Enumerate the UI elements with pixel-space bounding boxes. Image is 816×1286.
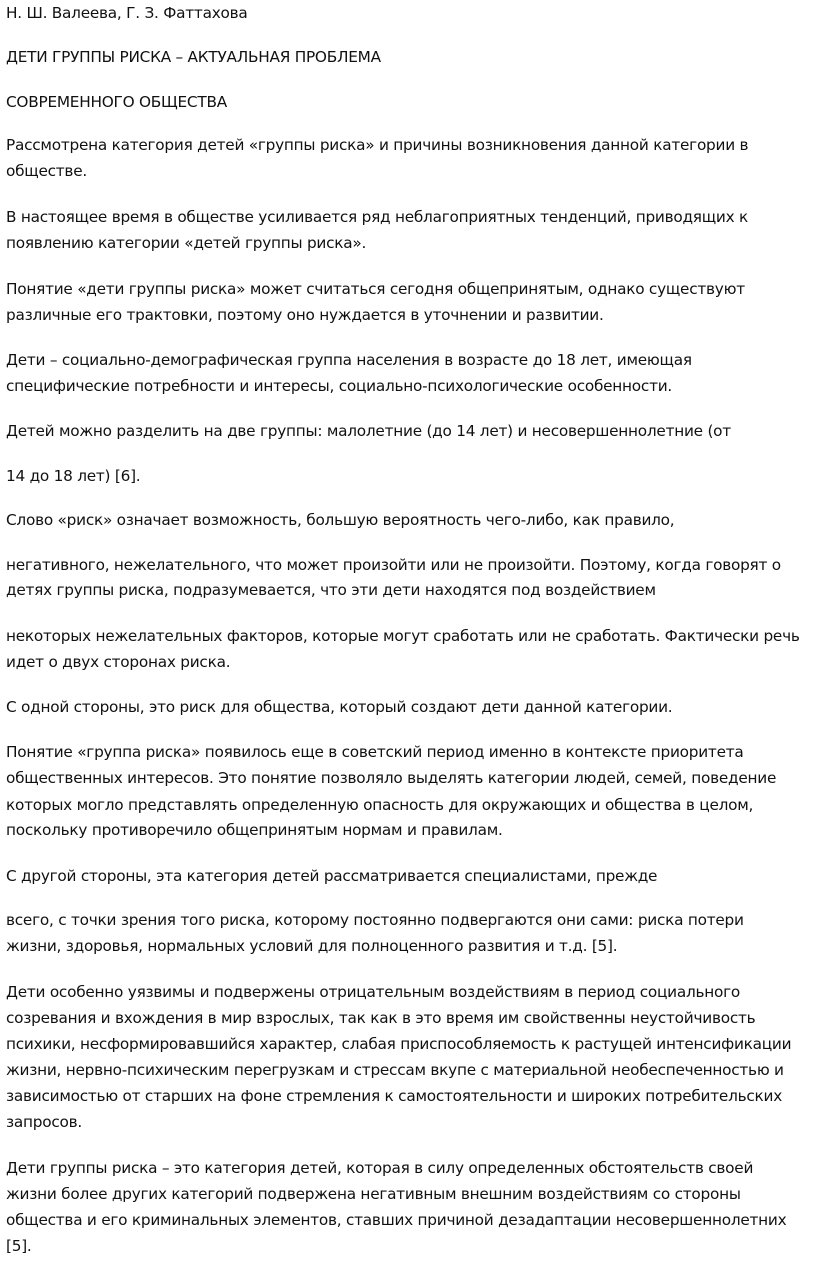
text-line: общества и его криминальных элементов, ставших причиной дезадаптации несовершеннолетних: [6, 1211, 787, 1229]
text-line: 14 до 18 лет) [6].: [6, 467, 141, 485]
text-line: Рассмотрена категория детей «группы риска» и причины возникновения данной категории в: [6, 136, 749, 154]
text-line: обществе.: [6, 162, 87, 180]
text-line: [5].: [6, 1237, 32, 1255]
text-line: С другой стороны, эта категория детей рассматривается специалистами, прежде: [6, 867, 658, 885]
text-line: С одной стороны, это риск для общества, который создают дети данной категории.: [6, 698, 673, 716]
text-line: психики, несформировавшийся характер, слабая приспособляемость к растущей интенсификации: [6, 1035, 792, 1053]
authors: Н. Ш. Валеева, Г. З. Фаттахова: [6, 4, 248, 22]
title-line-2: СОВРЕМЕННОГО ОБЩЕСТВА: [6, 93, 227, 111]
text-line: специфические потребности и интересы, социально-психологические особенности.: [6, 377, 673, 395]
text-line: появлению категории «детей группы риска».: [6, 234, 367, 252]
text-line: негативного, нежелательного, что может произойти или не произойти. Поэтому, когда говорят о: [6, 556, 781, 574]
text-line: Понятие «дети группы риска» может считаться сегодня общепринятым, однако существуют: [6, 280, 745, 298]
text-line: Дети группы риска – это категория детей, которая в силу определенных обстоятельств своей: [6, 1159, 754, 1177]
text-line: Понятие «группа риска» появилось еще в советский период именно в контексте приоритета: [6, 743, 744, 761]
text-line: которых могло представлять определенную опасность для окружающих и общества в целом,: [6, 796, 754, 814]
text-line: общественных интересов. Это понятие позволяло выделять категории людей, семей, поведение: [6, 769, 777, 787]
text-line: поскольку противоречило общепринятым нормам и правилам.: [6, 821, 503, 839]
text-line: детях группы риска, подразумевается, что эти дети находятся под воздействием: [6, 581, 656, 599]
title-line-1: ДЕТИ ГРУППЫ РИСКА – АКТУАЛЬНАЯ ПРОБЛЕМА: [6, 48, 381, 66]
text-line: Слово «риск» означает возможность, большую вероятность чего-либо, как правило,: [6, 511, 675, 529]
text-line: жизни, нервно-психическим перегрузкам и стрессам вкупе с материальной необеспеченностью и: [6, 1061, 784, 1079]
text-line: жизни более других категорий подвержена негативным внешним воздействиям со стороны: [6, 1185, 741, 1203]
text-line: идет о двух сторонах риска.: [6, 653, 231, 671]
text-line: зависимостью от старших на фоне стремления к самостоятельности и широких потребительских: [6, 1087, 783, 1105]
text-line: всего, с точки зрения того риска, которому постоянно подвергаются они сами: риска потери: [6, 911, 744, 929]
text-line: созревания и вхождения в мир взрослых, так как в это время им свойственны неустойчивость: [6, 1009, 756, 1027]
text-line: некоторых нежелательных факторов, которые могут сработать или не сработать. Фактически речь: [6, 627, 800, 645]
text-line: различные его трактовки, поэтому оно нуждается в уточнении и развитии.: [6, 306, 604, 324]
text-line: запросов.: [6, 1113, 82, 1131]
text-line: Дети – социально-демографическая группа населения в возрасте до 18 лет, имеющая: [6, 351, 692, 369]
text-line: Детей можно разделить на две группы: малолетние (до 14 лет) и несовершеннолетние (от: [6, 422, 731, 440]
text-line: жизни, здоровья, нормальных условий для полноценного развития и т.д. [5].: [6, 937, 618, 955]
text-line: Дети особенно уязвимы и подвержены отрицательным воздействиям в период социального: [6, 983, 741, 1001]
text-line: В настоящее время в обществе усиливается ряд неблагоприятных тенденций, приводящих к: [6, 208, 748, 226]
